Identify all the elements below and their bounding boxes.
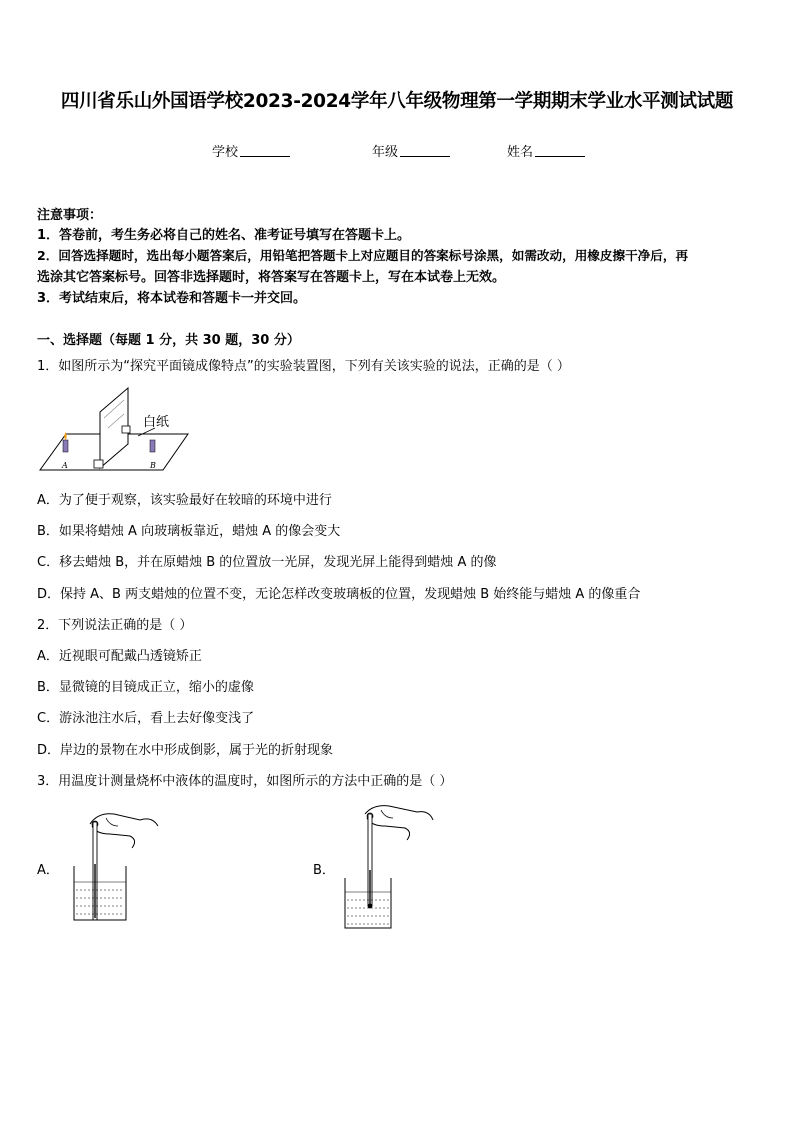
- q3-stem: 3．用温度计测量烧杯中液体的温度时，如图所示的方法中正确的是（ ）: [37, 774, 453, 789]
- candle-b: [150, 440, 155, 452]
- notice-heading: 注意事项：: [37, 208, 103, 223]
- section-heading: 一、选择题（每题 1 分，共 30 题，30 分）: [37, 333, 300, 348]
- school-field: [212, 141, 290, 160]
- candle-b-label: B: [150, 461, 156, 470]
- name-blank: [535, 144, 585, 157]
- glass-plate: [94, 388, 130, 468]
- hand-icon: [365, 806, 433, 840]
- q2-option-b: B．显微镜的目镜成正立，缩小的虚像: [37, 680, 254, 695]
- hand-icon: [90, 814, 158, 848]
- q1-option-b: B．如果将蜡烛 A 向玻璃板靠近，蜡烛 A 的像会变大: [37, 524, 341, 539]
- q1-option-c: C．移去蜡烛 B，并在原蜡烛 B 的位置放一光屏，发现光屏上能得到蜡烛 A 的像: [37, 555, 497, 570]
- candle-a-label: A: [62, 461, 68, 470]
- name-field: [507, 141, 585, 160]
- q2-option-a: A．近视眼可配戴凸透镜矫正: [37, 649, 202, 664]
- notice-item-2: 2．回答选择题时，选出每小题答案后，用铅笔把答题卡上对应题目的答案标号涂黑，如需改动，用橡皮擦干净后，再: [37, 248, 689, 263]
- q3-option-b-label: B．: [313, 863, 335, 878]
- q3-option-a-label: A．: [37, 863, 59, 878]
- name-label: 姓名: [507, 145, 534, 160]
- q1-option-d: D．保持 A、B 两支蜡烛的位置不变，无论怎样改变玻璃板的位置，发现蜡烛 B 始终能与蜡烛 A 的像重合: [37, 587, 641, 602]
- q2-option-d: D．岸边的景物在水中形成倒影，属于光的折射现象: [37, 743, 334, 758]
- grade-field: [372, 141, 450, 160]
- thermometer-icon: [368, 814, 373, 908]
- beaker-icon: [74, 866, 126, 920]
- q1-option-a: A．为了便于观察，该实验最好在较暗的环境中进行: [37, 493, 332, 508]
- q2-option-c: C．游泳池注水后，看上去好像变浅了: [37, 711, 255, 726]
- school-label: 学校: [212, 145, 239, 160]
- page-title: 四川省乐山外国语学校2023-2024学年八年级物理第一学期期末学业水平测试试题: [60, 91, 734, 112]
- notice-item-2-cont: 选涂其它答案标号。回答非选择题时，将答案写在答题卡上，写在本试卷上无效。: [37, 270, 506, 285]
- q1-stem: 1．如图所示为“探究平面镜成像特点”的实验装置图，下列有关该实验的说法，正确的是（ ）: [37, 359, 570, 374]
- q1-figure: [38, 384, 193, 474]
- school-blank: [240, 144, 290, 157]
- q2-stem: 2．下列说法正确的是（ ）: [37, 618, 193, 633]
- grade-blank: [400, 144, 450, 157]
- notice-item-3: 3．考试结束后，将本试卷和答题卡一并交回。: [37, 291, 307, 306]
- paper-label: 白纸: [143, 415, 170, 430]
- q3-figure-a: [70, 804, 170, 924]
- grade-label: 年级: [372, 145, 399, 160]
- q3-figure-b: [343, 800, 443, 935]
- notice-item-1: 1．答卷前，考生务必将自己的姓名、准考证号填写在答题卡上。: [37, 228, 411, 243]
- candle-a: [63, 432, 68, 452]
- thermometer-icon: [93, 822, 97, 920]
